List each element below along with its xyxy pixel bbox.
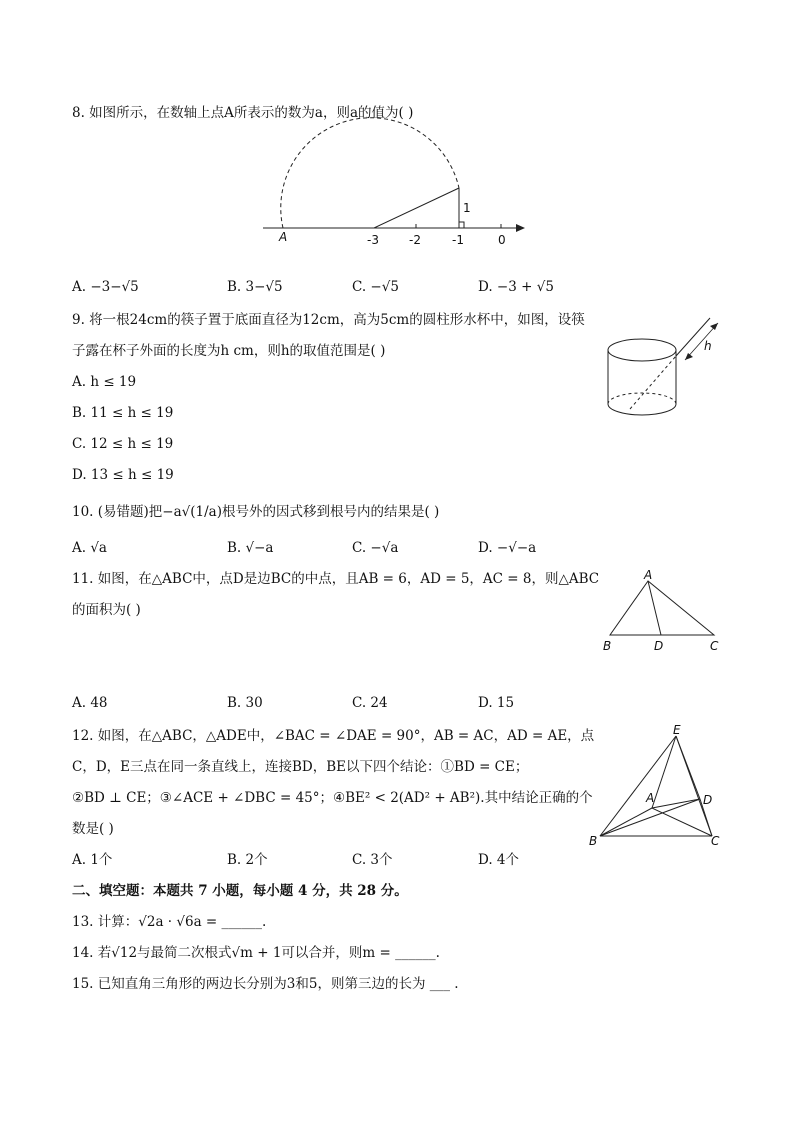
q9-cylinder-figure <box>606 312 726 427</box>
q8-label-0: 0 <box>498 233 506 247</box>
q9-chopstick-inside <box>630 356 676 409</box>
q12-label-e: E <box>673 723 681 737</box>
q11-option-c: C. 24 <box>352 695 388 711</box>
q12-stem-line3: ②BD ⊥ CE；③∠ACE + ∠DBC = 45°；④BE² < 2(AD² + AB²).其中结论正确的个 <box>72 790 593 806</box>
q12-label-c: C <box>711 834 720 848</box>
q12-stem-line1: 12. 如图，在△ABC，△ADE中，∠BAC = ∠DAE = 90°，AB = AC，AD = AE，点 <box>72 728 595 744</box>
q9-cylinder-top <box>608 339 676 361</box>
q9-h-arrow-bottom-icon <box>685 353 693 360</box>
q8-label-1: 1 <box>463 201 471 215</box>
q11-triangle-abc <box>610 581 714 635</box>
q9-cylinder-bottom-front <box>608 404 676 415</box>
q11-stem-line1: 11. 如图，在△ABC中，点D是边BC的中点，且AB = 6，AD = 5，AC = 8，则△ABC <box>72 571 600 587</box>
q10-option-c: C. −√a <box>352 540 399 556</box>
q11-stem-line2: 的面积为( ) <box>72 602 141 618</box>
q10-option-d: D. −√−a <box>478 540 537 556</box>
q11-option-a: A. 48 <box>72 695 108 711</box>
q10-option-a: A. √a <box>72 540 107 556</box>
q8-label-m1: -1 <box>452 233 464 247</box>
q11-triangle-figure <box>598 570 728 655</box>
q10-option-b: B. √−a <box>227 540 274 556</box>
q8-right-angle-mark <box>459 222 464 228</box>
q8-stem: 8. 如图所示，在数轴上点A所表示的数为a，则a的值为( ) <box>72 105 414 121</box>
q8-option-a: A. −3−√5 <box>72 279 139 295</box>
q9-stem-line2: 子露在杯子外面的长度为h cm，则h的取值范围是( ) <box>72 343 386 359</box>
q8-label-m3: -3 <box>367 233 379 247</box>
q12-segment-ad <box>652 799 700 808</box>
q12-stem-line2: C，D，E三点在同一条直线上，连接BD，BE以下四个结论：①BD = CE； <box>72 759 529 775</box>
q15-stem: 15. 已知直角三角形的两边长分别为3和5，则第三边的长为 ___ . <box>72 976 459 992</box>
q12-option-a: A. 1个 <box>72 852 113 868</box>
q8-option-b: B. 3−√5 <box>227 279 283 295</box>
q11-label-d: D <box>654 639 664 653</box>
q9-h-arrow-top-icon <box>710 323 718 330</box>
q8-option-d: D. −3 + √5 <box>478 279 554 295</box>
q8-hypotenuse <box>374 188 459 228</box>
q8-axis-arrow-icon <box>516 224 525 232</box>
q9-label-h: h <box>704 339 712 353</box>
q10-stem: 10. (易错题)把−a√(1/a)根号外的因式移到根号内的结果是( ) <box>72 504 440 520</box>
q8-option-c: C. −√5 <box>352 279 399 295</box>
q8-number-line-figure <box>255 130 535 250</box>
q11-label-a: A <box>644 568 653 582</box>
q8-label-m2: -2 <box>409 233 421 247</box>
q12-option-b: B. 2个 <box>227 852 268 868</box>
q11-option-b: B. 30 <box>227 695 263 711</box>
q9-option-d: D. 13 ≤ h ≤ 19 <box>72 467 174 483</box>
q12-triangles-figure <box>586 722 726 852</box>
q11-label-c: C <box>710 639 719 653</box>
q14-stem: 14. 若√12与最简二次根式√m + 1可以合并，则m = ______. <box>72 945 440 961</box>
q12-stem-line4: 数是( ) <box>72 821 114 837</box>
q12-option-d: D. 4个 <box>478 852 520 868</box>
q8-label-a: A <box>279 230 288 244</box>
q9-stem-line1: 9. 将一根24cm的筷子置于底面直径为12cm，高为5cm的圆柱形水杯中，如图，设筷 <box>72 312 585 328</box>
section2-heading: 二、填空题：本题共 7 小题，每小题 4 分，共 28 分。 <box>72 883 408 899</box>
q12-label-b: B <box>589 834 598 848</box>
q8-dashed-arc <box>281 118 459 228</box>
q12-segment-de <box>676 736 700 799</box>
q11-option-d: D. 15 <box>478 695 515 711</box>
q12-triangle-abc <box>600 808 712 836</box>
q9-option-a: A. h ≤ 19 <box>72 374 137 390</box>
q12-segment-ae <box>652 736 676 808</box>
q12-segment-be <box>600 736 676 836</box>
q13-stem: 13. 计算：√2a · √6a = ______. <box>72 914 267 930</box>
q12-label-a: A <box>646 791 655 805</box>
q9-h-measure-line <box>685 323 718 360</box>
q11-label-b: B <box>603 639 612 653</box>
q9-option-b: B. 11 ≤ h ≤ 19 <box>72 405 174 421</box>
q12-option-c: C. 3个 <box>352 852 393 868</box>
q9-option-c: C. 12 ≤ h ≤ 19 <box>72 436 174 452</box>
q11-median-ad <box>648 581 661 635</box>
q12-label-d: D <box>703 793 713 807</box>
